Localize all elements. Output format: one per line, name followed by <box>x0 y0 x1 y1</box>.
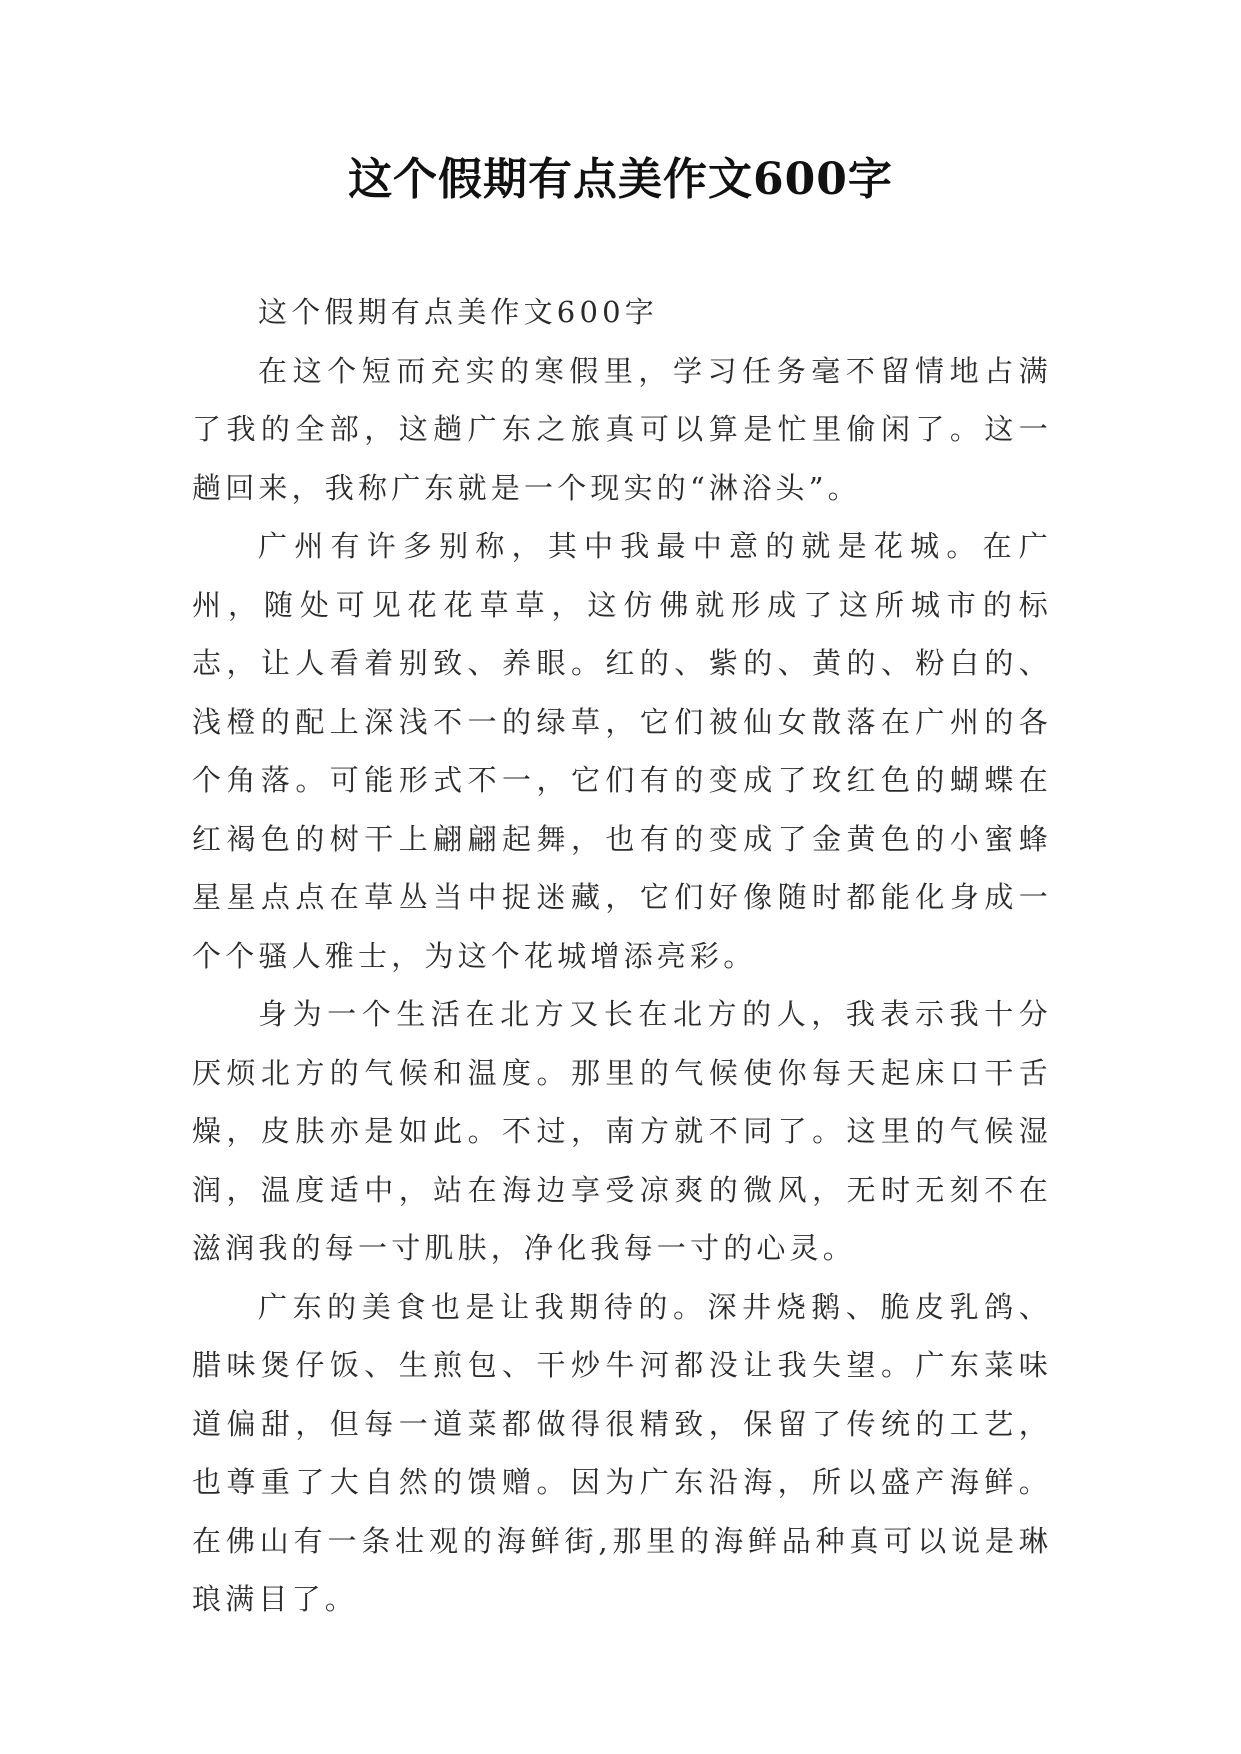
paragraph: 身为一个生活在北方又长在北方的人，我表示我十分厌烦北方的气候和温度。那里的气候使你每天起床口干舌燥，皮肤亦是如此。不过，南方就不同了。这里的气候湿润，温度适中，站在海边享受凉爽的微风，无时无刻不在滋润我的每一寸肌肤，净化我每一寸的心灵。 <box>192 997 1052 1265</box>
paragraph: 在这个短而充实的寒假里，学习任务毫不留情地占满了我的全部，这趟广东之旅真可以算是忙里偷闲了。这一趟回来，我称广东就是一个现实的“淋浴头”。 <box>192 353 1052 505</box>
document-body <box>192 283 1052 1629</box>
document-title: 这个假期有点美作文600字 <box>348 154 893 205</box>
paragraph: 广州有许多别称，其中我最中意的就是花城。在广州，随处可见花花草草，这仿佛就形成了这所城市的标志，让人看着别致、养眼。红的、紫的、黄的、粉白的、浅橙的配上深浅不一的绿草，它们被仙女散落在广州的各个角落。可能形式不一，它们有的变成了玫红色的蝴蝶在红褐色的树干上翩翩起舞，也有的变成了金黄色的小蜜蜂星星点点在草丛当中捉迷藏，它们好像随时都能化身成一个个骚人雅士，为这个花城增添亮彩。 <box>192 529 1052 973</box>
paragraph: 广东的美食也是让我期待的。深井烧鹅、脆皮乳鸽、腊味煲仔饭、生煎包、干炒牛河都没让我失望。广东菜味道偏甜，但每一道菜都做得很精致，保留了传统的工艺，也尊重了大自然的馈赠。因为广东沿海，所以盛产海鲜。在佛山有一条壮观的海鲜街,那里的海鲜品种真可以说是琳琅满目了。 <box>192 1289 1052 1616</box>
paragraph-subtitle: 这个假期有点美作文600字 <box>258 295 658 329</box>
